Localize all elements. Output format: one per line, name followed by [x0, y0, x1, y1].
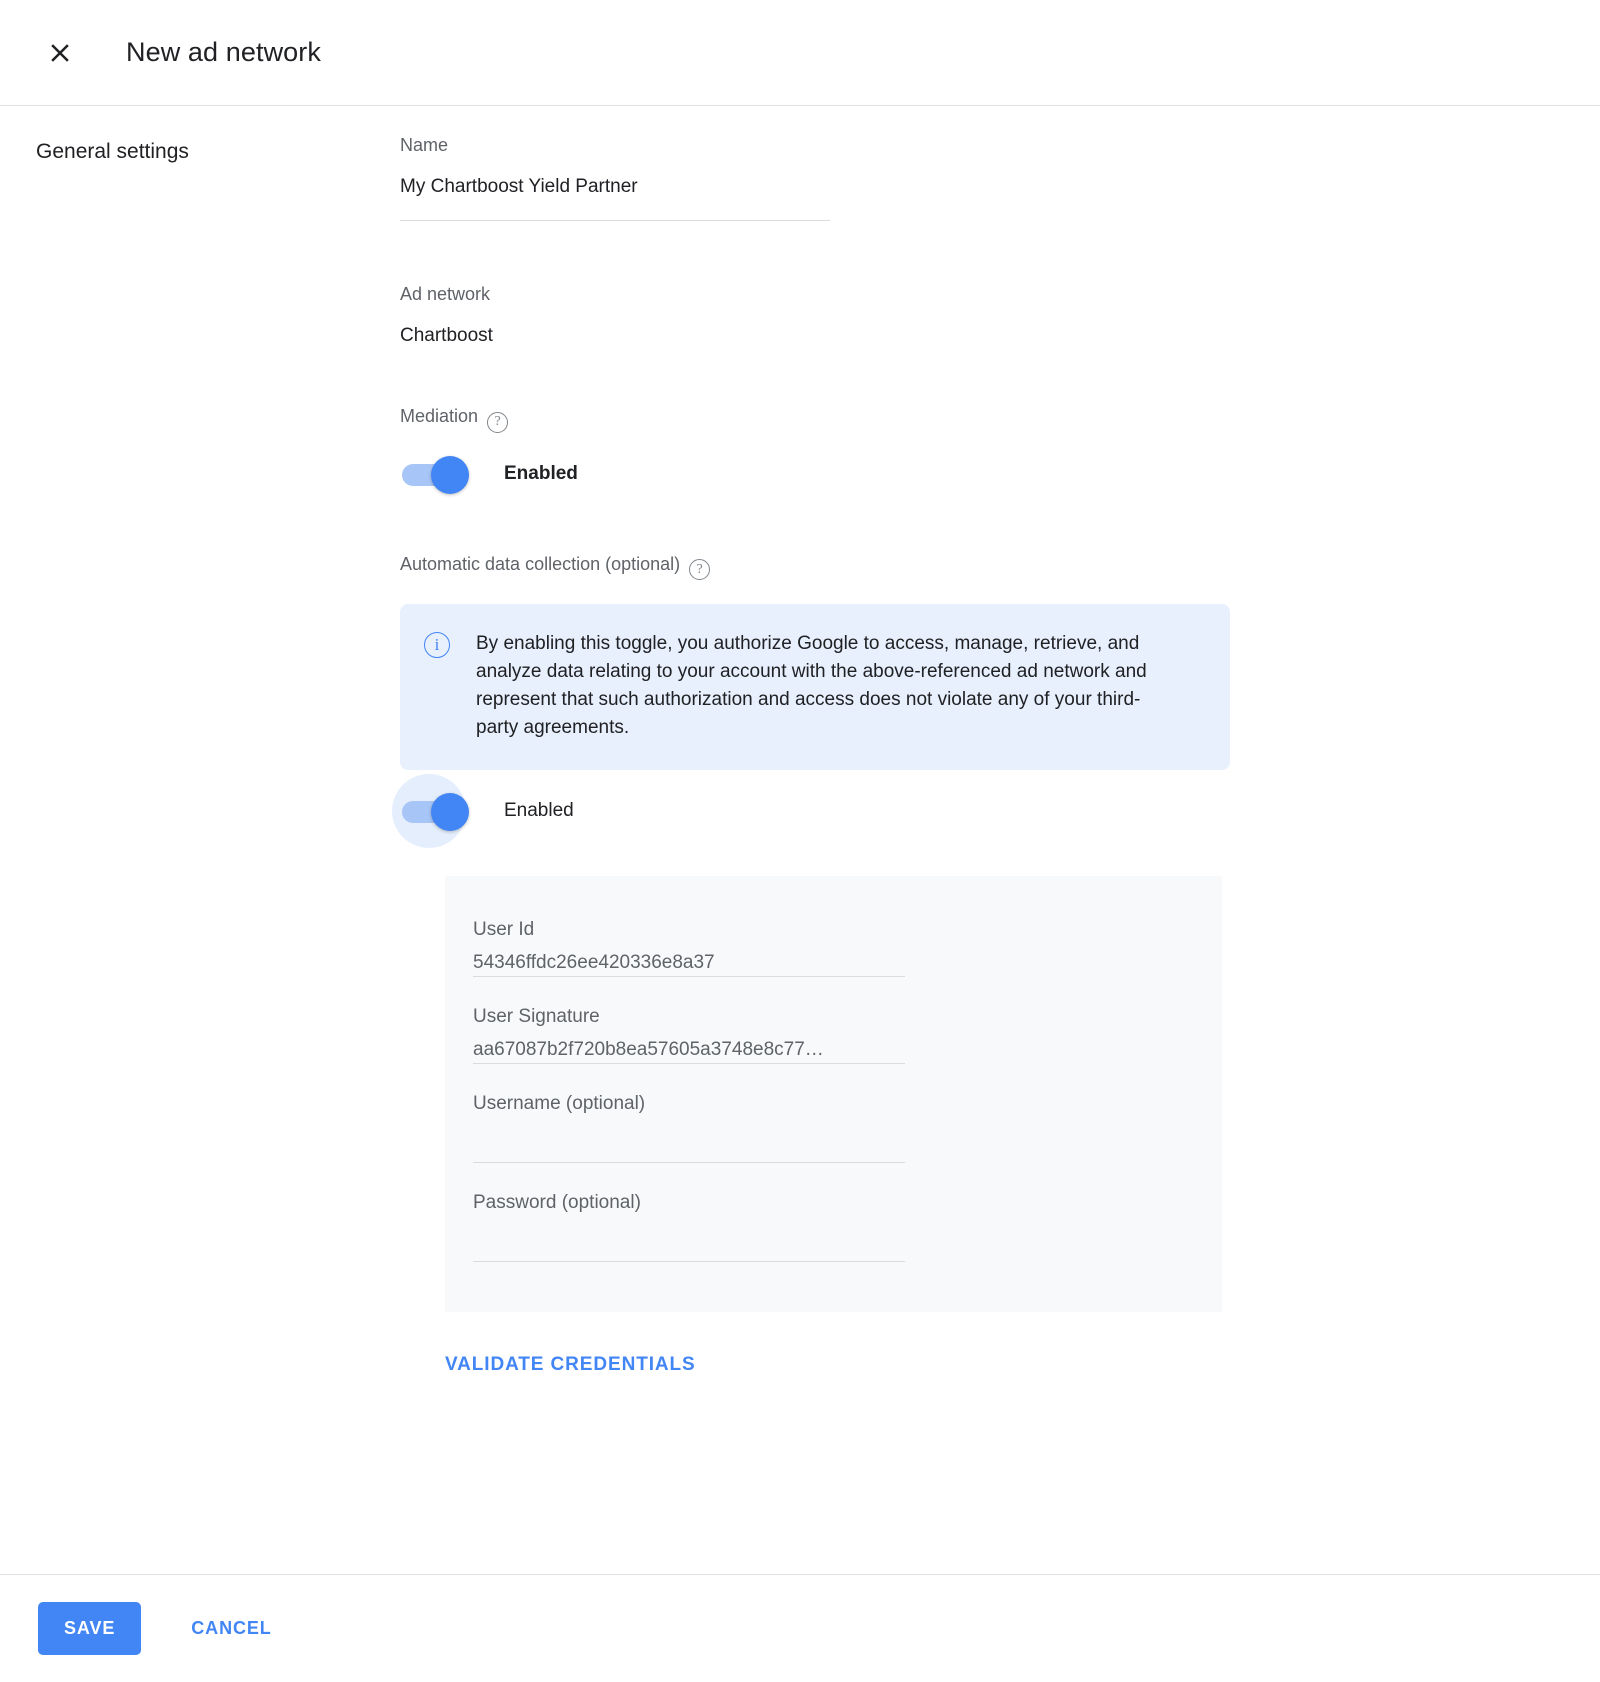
- password-field[interactable]: [473, 1191, 905, 1262]
- info-icon: i: [424, 632, 450, 658]
- username-value: [473, 1116, 905, 1162]
- auto-data-collection-group: [400, 553, 1260, 1383]
- cancel-button[interactable]: CANCEL: [185, 1617, 277, 1640]
- user-id-underline: [473, 976, 905, 977]
- user-id-label: User Id: [473, 919, 535, 940]
- auto-data-collection-toggle[interactable]: [400, 788, 474, 834]
- validate-credentials-button[interactable]: VALIDATE CREDENTIALS: [445, 1354, 696, 1375]
- ad-network-label: Ad network: [400, 284, 491, 304]
- name-field[interactable]: [400, 134, 830, 221]
- user-signature-field[interactable]: [473, 1005, 905, 1064]
- authorization-info-box: [400, 604, 1230, 770]
- dialog-body: [0, 106, 1600, 1424]
- mediation-toggle-row[interactable]: [400, 451, 1260, 497]
- mediation-label: Mediation: [400, 406, 479, 426]
- username-field[interactable]: [473, 1092, 905, 1163]
- auto-data-toggle-row[interactable]: [400, 788, 1260, 834]
- user-id-field[interactable]: [473, 918, 905, 977]
- mediation-toggle[interactable]: [400, 451, 474, 497]
- section-title: General settings: [36, 140, 189, 163]
- username-underline: [473, 1162, 905, 1163]
- auto-data-toggle-state: Enabled: [504, 800, 574, 821]
- toggle-knob: [431, 456, 469, 494]
- user-signature-label: User Signature: [473, 1006, 600, 1027]
- ad-network-value: Chartboost: [400, 325, 493, 346]
- name-label: Name: [400, 135, 449, 155]
- user-id-value: 54346ffdc26ee420336e8a37: [473, 952, 715, 973]
- dialog-footer: [0, 1574, 1600, 1682]
- auto-data-label-row: [400, 553, 1260, 581]
- general-settings-form: [400, 134, 1260, 1382]
- mediation-label-row: [400, 405, 1260, 433]
- user-signature-underline: [473, 1063, 905, 1064]
- toggle-knob: [431, 793, 469, 831]
- spacer: [400, 497, 1260, 553]
- help-icon[interactable]: ?: [487, 412, 508, 433]
- spacer: [400, 221, 1260, 283]
- mediation-toggle-state: Enabled: [504, 462, 578, 484]
- help-icon[interactable]: ?: [689, 559, 710, 580]
- mediation-group: [400, 405, 1260, 497]
- save-button[interactable]: SAVE: [38, 1602, 141, 1655]
- dialog-header: [0, 0, 1600, 106]
- name-value: My Chartboost Yield Partner: [400, 176, 638, 197]
- ad-network-field: [400, 283, 1260, 349]
- close-icon[interactable]: [38, 31, 82, 75]
- password-underline: [473, 1261, 905, 1262]
- password-value: [473, 1215, 905, 1261]
- auto-data-collection-label: Automatic data collection (optional): [400, 553, 681, 574]
- page-title: New ad network: [126, 37, 321, 67]
- spacer: [400, 349, 1260, 405]
- credentials-panel: [445, 876, 1222, 1312]
- authorization-info-text: By enabling this toggle, you authorize Google to access, manage, retrieve, and analyze data relating to your account with the above-referenced ad network and represent that such authorization and access does not violate any of your third-party agreements.: [476, 633, 1147, 738]
- username-label: Username (optional): [473, 1093, 646, 1114]
- user-signature-value: aa67087b2f720b8ea57605a3748e8c77…: [473, 1039, 824, 1060]
- password-label: Password (optional): [473, 1192, 641, 1213]
